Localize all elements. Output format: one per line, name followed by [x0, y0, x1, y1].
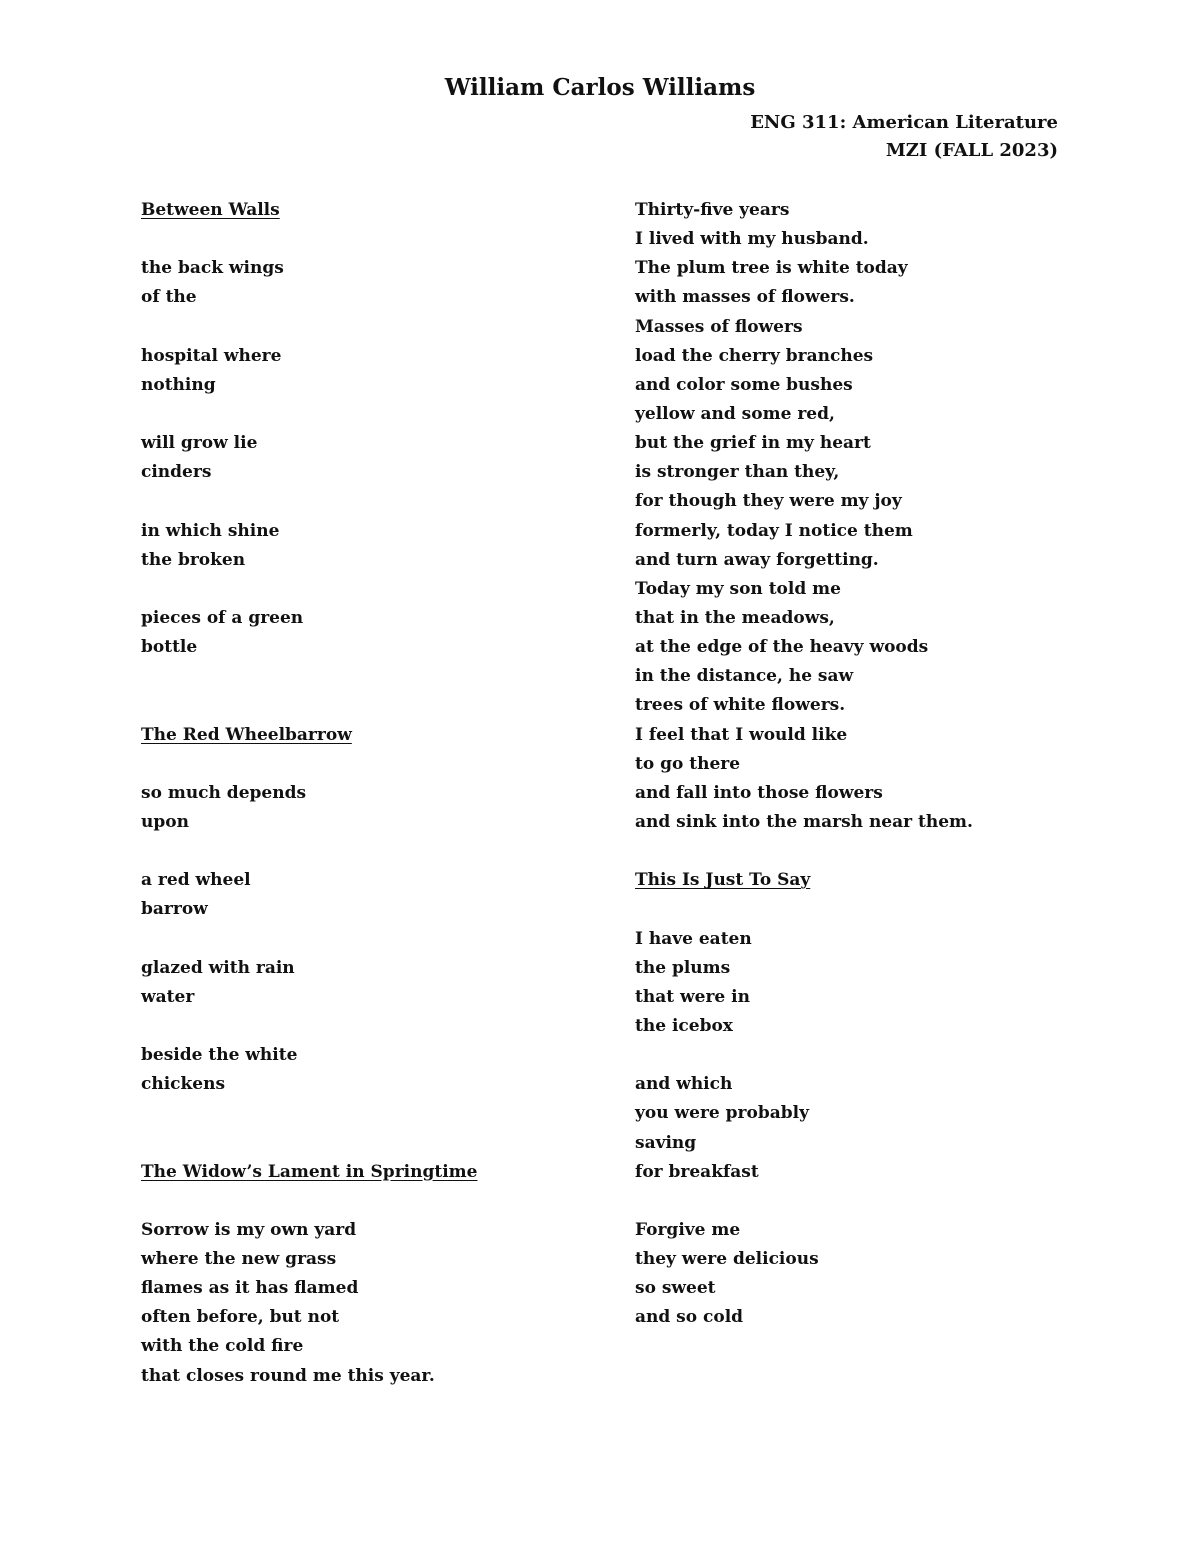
- poem-line: hospital where: [141, 345, 282, 366]
- poem-line: in which shine: [141, 520, 280, 541]
- poem-line: and so cold: [635, 1307, 744, 1328]
- poem-line: to go there: [635, 753, 741, 774]
- poem-line: they were delicious: [635, 1249, 819, 1270]
- poem-line: glazed with rain: [141, 957, 295, 978]
- poem-line: cinders: [141, 462, 212, 483]
- poem-line: saving: [635, 1132, 697, 1153]
- poem-line: that in the meadows,: [635, 607, 835, 628]
- poem-title-widows-lament: The Widow’s Lament in Springtime: [141, 1161, 478, 1182]
- poem-line: of the: [141, 287, 197, 308]
- poem-line: water: [141, 986, 195, 1007]
- poem-line: for though they were my joy: [635, 491, 902, 512]
- poem-line: in the distance, he saw: [635, 666, 854, 687]
- poem-line: The plum tree is white today: [635, 258, 908, 279]
- poem-line: Sorrow is my own yard: [141, 1219, 357, 1240]
- poem-line: the back wings: [141, 258, 284, 279]
- poem-line: barrow: [141, 899, 208, 920]
- poem-line: Masses of flowers: [635, 316, 803, 337]
- poem-line: beside the white: [141, 1045, 298, 1066]
- poem-line: I feel that I would like: [635, 724, 848, 745]
- poem-line: at the edge of the heavy woods: [635, 637, 929, 658]
- poem-line: load the cherry branches: [635, 345, 874, 366]
- poem-line: and fall into those flowers: [635, 782, 883, 803]
- poem-line: the broken: [141, 549, 246, 570]
- poem-line: I have eaten: [635, 928, 752, 949]
- poem-line: often before, but not: [141, 1307, 340, 1328]
- poem-line: I lived with my husband.: [635, 229, 869, 250]
- poem-line: you were probably: [635, 1103, 809, 1124]
- poem-line: with the cold fire: [141, 1336, 304, 1357]
- poem-line: for breakfast: [635, 1161, 759, 1182]
- poem-line: will grow lie: [141, 433, 258, 454]
- poem-line: the plums: [635, 957, 731, 978]
- poem-line: a red wheel: [141, 870, 251, 891]
- poem-line: that were in: [635, 986, 750, 1007]
- poem-line: and sink into the marsh near them.: [635, 811, 973, 832]
- poem-title-red-wheelbarrow: The Red Wheelbarrow: [141, 724, 352, 745]
- poem-line: Thirty-five years: [635, 200, 790, 220]
- poem-line: Today my son told me: [635, 578, 841, 599]
- poem-line: chickens: [141, 1074, 226, 1095]
- poem-line: that closes round me this year.: [141, 1365, 435, 1386]
- right-column: [635, 196, 1095, 1332]
- course-name: ENG 311: American Literature: [750, 112, 1058, 133]
- poem-line: with masses of flowers.: [635, 287, 855, 308]
- poem-line: and turn away forgetting.: [635, 549, 879, 570]
- poem-line: nothing: [141, 374, 216, 395]
- course-section: MZI (FALL 2023): [885, 140, 1058, 161]
- poem-line: upon: [141, 811, 189, 832]
- poem-line: pieces of a green: [141, 607, 304, 628]
- poem-line: Forgive me: [635, 1219, 741, 1240]
- poem-title-between-walls: Between Walls: [141, 200, 280, 220]
- poem-line: the icebox: [635, 1015, 733, 1036]
- left-column: [141, 196, 601, 1391]
- poem-line: so sweet: [635, 1278, 716, 1299]
- poem-line: flames as it has flamed: [141, 1278, 359, 1299]
- poem-line: bottle: [141, 637, 198, 658]
- poem-line: and color some bushes: [635, 374, 853, 395]
- poem-line: trees of white flowers.: [635, 695, 846, 716]
- poem-line: and which: [635, 1074, 733, 1095]
- poem-title-just-to-say: This Is Just To Say: [635, 870, 811, 891]
- poem-line: yellow and some red,: [635, 403, 835, 424]
- poem-line: is stronger than they,: [635, 462, 840, 483]
- document-title: William Carlos Williams: [444, 74, 756, 101]
- poem-line: formerly, today I notice them: [635, 520, 913, 541]
- poem-line: but the grief in my heart: [635, 433, 871, 454]
- poem-line: so much depends: [141, 782, 307, 803]
- course-info: [750, 109, 1058, 165]
- poem-line: where the new grass: [141, 1249, 337, 1270]
